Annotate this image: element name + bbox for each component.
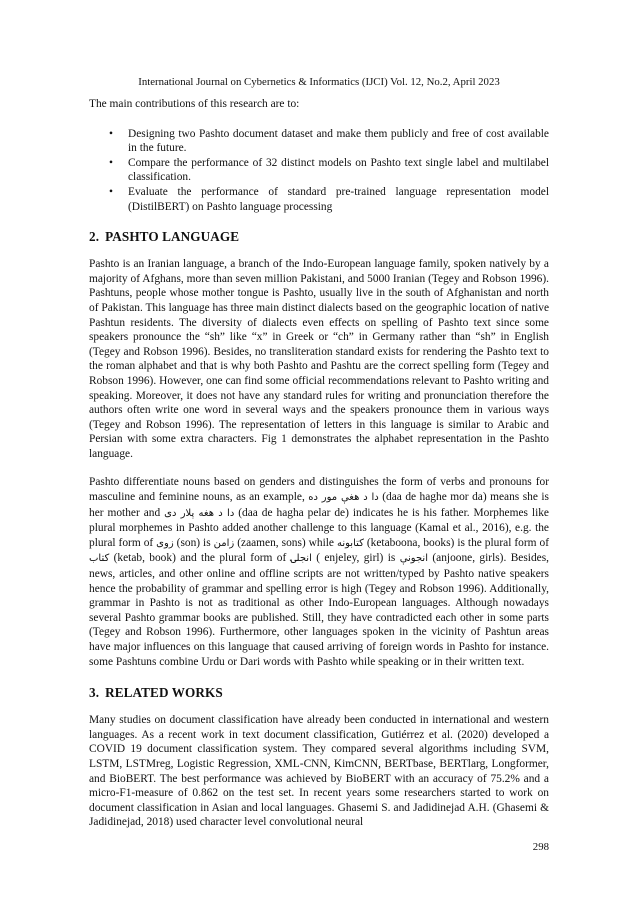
bullet-icon: •: [109, 127, 113, 140]
section-2-heading: [89, 229, 549, 245]
pashto-example: کتابونه: [336, 537, 364, 549]
section-title: RELATED WORKS: [105, 685, 223, 701]
pashto-example: انجونې: [399, 553, 428, 565]
bullet-icon: •: [109, 156, 113, 169]
page-number: 298: [532, 841, 549, 853]
pashto-example: کتاب: [89, 553, 110, 565]
contribution-text: Compare the performance of 32 distinct models on Pashto text single label and multilabel classification.: [128, 156, 549, 184]
section-3-heading: [89, 685, 549, 701]
main-content: [89, 97, 549, 830]
paragraph-text: (ketaboona, books) is the plural form of: [363, 536, 549, 549]
contribution-item: [89, 127, 549, 156]
paragraph-text: ( enjeley, girl) is: [311, 552, 400, 565]
section-number: 2.: [89, 229, 100, 245]
paragraph-text: (ketab, book) and the plural form of: [109, 552, 291, 565]
pashto-example: دا د هغه پلار دی: [164, 507, 235, 519]
contributions-list: [89, 127, 549, 215]
paragraph-text: Pashto differentiate nouns based on genders and distinguishes the form of verbs and pronouns for masculine and feminine nouns, as an example,: [89, 476, 549, 504]
paragraph-text: (daa de haghe mor da) means she is her mother and: [89, 491, 549, 519]
section-3-paragraph-1: Many studies on document classification have already been conducted in international and western languages. As a recent work in text document classification, Gutiérrez et al. (2020) developed a COVID 19 document classification system. They compared several algorithms including SVM, LSTM, LSTMreg, Logistic Regression, XML-CNN, KimCNN, BERTbase, BERTlarg, Longformer, and BioBERT. The best performance was achieved by BioBERT with an accuracy of 75.2% and a micro-F1-measure of 0.862 on the test set. In recent years some researchers started to work on document classification in Asian and local languages. Ghasemi S. and Jadidinejad A.H. (Ghasemi & Jadidinejad, 2018) used character level convolutional neural: [89, 714, 549, 829]
bullet-icon: •: [109, 185, 113, 198]
contributions-intro: The main contributions of this research are to:: [89, 98, 300, 110]
paragraph-text: (zaamen, sons) while: [234, 536, 337, 549]
section-number: 3.: [89, 685, 100, 701]
contribution-text: Evaluate the performance of standard pre-trained language representation model (DistilBERT) on Pashto language processing: [128, 185, 549, 213]
contribution-text: Designing two Pashto document dataset and make them publicly and free of cost available in the future.: [128, 127, 549, 155]
pashto-example: زوی: [156, 537, 174, 549]
section-title: PASHTO LANGUAGE: [105, 229, 240, 245]
contribution-item: [89, 185, 549, 214]
pashto-example: انجلۍ: [290, 553, 312, 565]
running-head: International Journal on Cybernetics & Informatics (IJCI) Vol. 12, No.2, April 2023: [138, 76, 500, 88]
paragraph-text: (anjoone, girls). Besides, news, articles, and other online and offline scripts are not written/typed by Pashto native speakers hence the probability of grammar and spelling error is high (Tegey and Robson 1996). Additionally, grammar in Pashto is not as traditional as other Indo-European languages. Although nowadays several Pashto grammar books are published. Still, they have contradicted each other in some parts (Tegey and Robson 1996). Furthermore, other languages spoken in the vicinity of Pashtun areas have major influences on this language that caused arriving of foreign words in Pashto for instance. some Pashtuns combine Urdu or Dari words with Pashto while speaking or in their written text.: [89, 552, 549, 668]
pashto-example: زامن: [213, 537, 235, 549]
section-2-paragraph-2: [89, 475, 549, 669]
section-2-paragraph-1: Pashto is an Iranian language, a branch of the Indo-European language family, spoken natively by a majority of Afghans, more than seven million Pakistani, and 5000 Iranian (Tegey and Robson 1996). Pashtuns, people whose mother tongue is Pashto, usually live in the south of Afghanistan and north of Pakistan. This language has three main distinct dialects based on the geographic location of native Pashtun residents. The diversity of dialects even effects on spelling of Pashto text since some speakers pronounce the “sh” like “x” in Greek or “ch” in Germany rather than “sh” in English (Tegey and Robson 1996). Besides, no transliteration standard exists for rendering the Pashto text to the roman alphabet and that is why both Pashto and Pashtu are the correct spelling form (Tegey and Robson 1996). However, one can find some official recommendations relevant to Pashto writing and speaking. Moreover, it does not have any standard rules for writing and pronunciation therefore the authors often write one word in several ways and the speakers pronounce them in various ways (Tegey and Robson 1996). The representation of letters in this language is similar to Arabic and Persian with some extra characters. Fig 1 demonstrates the alphabet representation in the Pashto language.: [89, 258, 549, 460]
contribution-item: [89, 156, 549, 185]
paragraph-text: (daa de hagha pelar de) indicates he is his father. Morphemes like plural morphemes in Pashto added another challenge to this language (Kamal et al., 2016), e.g. the plural form of: [89, 506, 549, 549]
pashto-example: دا د هغې مور ده: [308, 492, 379, 504]
paragraph-text: (son) is: [173, 536, 214, 549]
